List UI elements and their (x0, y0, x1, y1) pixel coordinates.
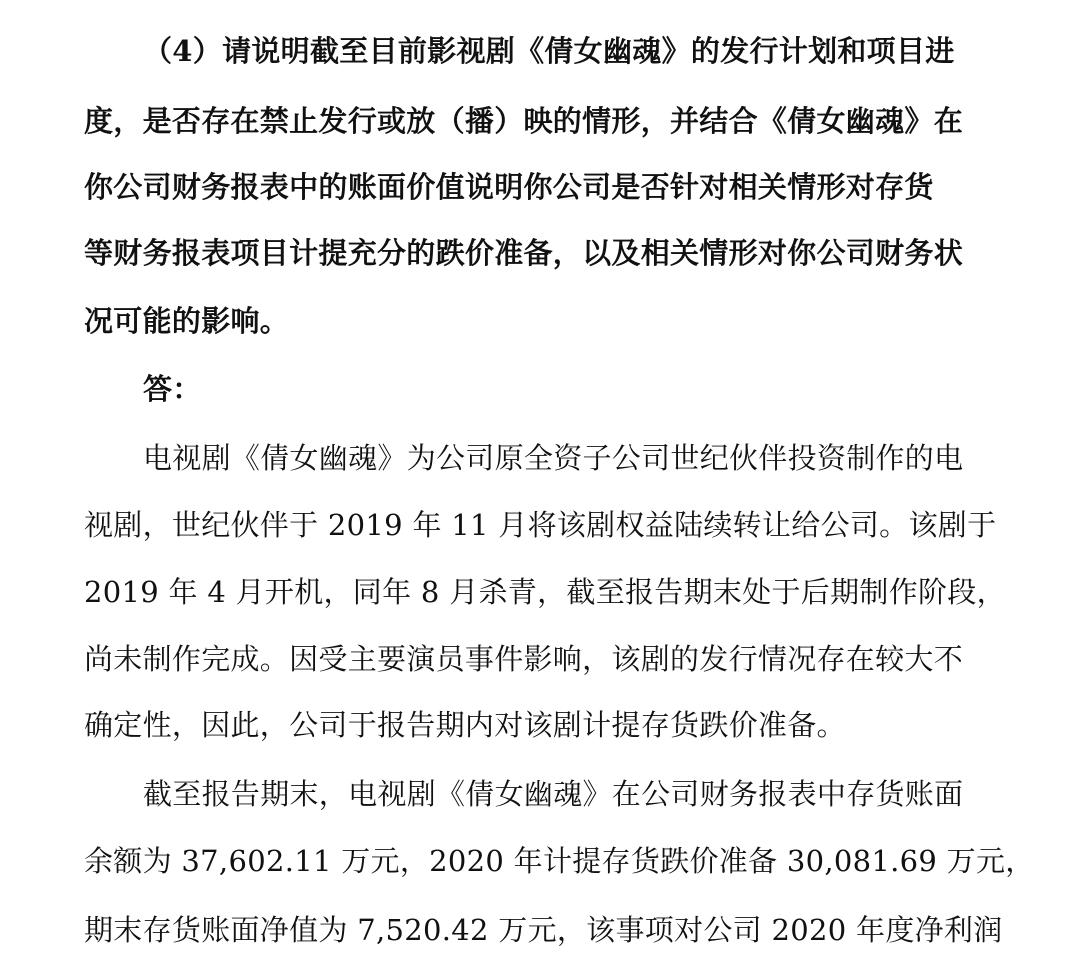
answer-label: 答： (143, 372, 202, 406)
paragraph1-line-4: 尚未制作完成。因受主要演员事件影响，该剧的发行情况存在较大不 (84, 642, 964, 676)
paragraph1-line-2: 视剧，世纪伙伴于 2019 年 11 月将该剧权益陆续转让给公司。该剧于 (84, 508, 997, 542)
question-line-1: （4）请说明截至目前影视剧《倩女幽魂》的发行计划和项目进 (143, 34, 955, 68)
paragraph2-line-3: 期末存货账面净值为 7,520.42 万元，该事项对公司 2020 年度净利润 (84, 913, 1003, 947)
paragraph1-line-5: 确定性，因此，公司于报告期内对该剧计提存货跌价准备。 (84, 708, 846, 742)
paragraph1-line-3: 2019 年 4 月开机，同年 8 月杀青，截至报告期末处于后期制作阶段， (84, 575, 1006, 609)
question-line-2: 度，是否存在禁止发行或放（播）映的情形，并结合《倩女幽魂》在 (84, 104, 964, 138)
paragraph2-line-2: 余额为 37,602.11 万元，2020 年计提存货跌价准备 30,081.69 万元， (84, 844, 1035, 878)
paragraph1-line-1: 电视剧《倩女幽魂》为公司原全资子公司世纪伙伴投资制作的电 (143, 441, 964, 475)
question-line-4: 等财务报表项目计提充分的跌价准备，以及相关情形对你公司财务状 (84, 236, 964, 270)
question-line-3: 你公司财务报表中的账面价值说明你公司是否针对相关情形对存货 (84, 170, 934, 204)
paragraph2-line-1: 截至报告期末，电视剧《倩女幽魂》在公司财务报表中存货账面 (143, 777, 964, 811)
question-line-5: 况可能的影响。 (84, 304, 290, 338)
